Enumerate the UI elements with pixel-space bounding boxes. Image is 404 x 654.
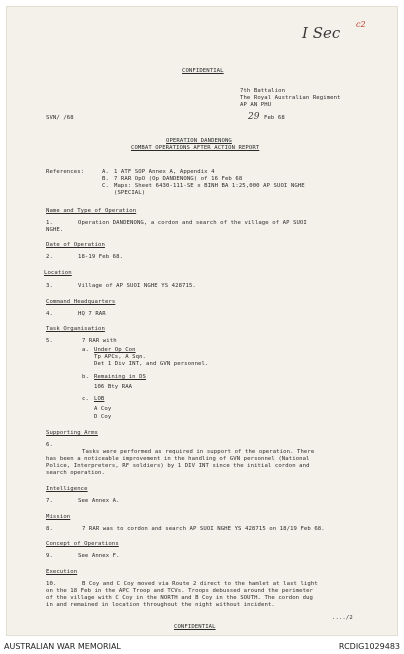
paragraph-number: 2. [46,254,53,260]
subparagraph-text: 106 Bty RAA [94,384,133,390]
paragraph-number: 7. [46,498,53,504]
paragraph-line: on the 18 Feb in the APC Troop and TCVs. Troops debussed around the perimeter [46,588,314,594]
reference-item: 1 ATF SOP Annex A, Appendix 4 [114,169,215,175]
handwritten-corner-note: c2 [356,20,366,29]
paragraph-number: 1. [46,220,53,226]
section-heading: Supporting Arms [46,430,99,436]
report-subtitle: COMBAT OPERATIONS AFTER ACTION REPORT [131,145,260,151]
unit-line-3: AP AN PHU [240,102,272,108]
classification-top: CONFIDENTIAL [182,68,224,74]
report-date: Feb 68 [264,115,285,121]
paragraph-text: Village of AP SUOI NGHE YS 428715. [78,283,196,289]
paragraph-text: 7 RAR with [82,338,117,344]
archive-record-id: RCDIG1029483 [338,642,400,651]
paragraph-text: 7 RAR was to cordon and search AP SUOI NGHE YS 428715 on 18/19 Feb 68. [82,526,325,532]
report-title: OPERATION DANDENONG [166,138,232,144]
document-page [6,6,398,636]
section-heading: Concept of Operations [46,541,119,547]
section-heading: Date of Operation [46,242,105,248]
references-label: References: [46,169,85,175]
subparagraph-text: D Coy [94,414,112,420]
paragraph-line: B Coy and C Coy moved via Route 2 direct to the hamlet at last light [82,581,318,587]
paragraph-number: 3. [46,283,53,289]
reference-marker: C. [102,183,109,189]
unit-line-2: The Royal Australian Regiment [240,95,341,101]
paragraph-number: 9. [46,553,53,559]
reference-item: 7 RAR OpO (Op DANDENONG) of 16 Feb 68 [114,176,243,182]
paragraph-line: has been a noticeable improvement in the handling of GVN personnel (National [46,456,310,462]
subparagraph-marker: c. [82,396,89,402]
paragraph-line: Police, Interpreters, RF soldiers) by 1 DIV INT since the initial cordon and [46,463,310,469]
file-reference: SVN/ /68 [46,115,74,121]
paragraph-line: in and remained in location throughout the night without incident. [46,602,275,608]
paragraph-number: 5. [46,338,53,344]
section-heading: Name and Type of Operation [46,208,137,214]
handwritten-section-note: I Sec [302,24,341,42]
paragraph-text: HQ 7 RAR [78,311,106,317]
archive-footer [0,638,404,654]
reference-marker: B. [102,176,109,182]
subparagraph-text: A Coy [94,406,112,412]
subsection-heading: Under Op Con [94,347,136,353]
section-heading: Command Headquarters [46,299,116,305]
section-heading: Intelligence [46,486,88,492]
paragraph-line: of the village with C Coy in the NORTH and B Coy in the SOUTH. The cordon dug [46,595,314,601]
unit-line-1: 7th Battalion [240,88,286,94]
reference-marker: A. [102,169,109,175]
paragraph-text: See Annex F. [78,553,120,559]
subparagraph-marker: a. [82,347,89,353]
handwritten-date: 29 [248,112,260,122]
reference-item: (SPECIAL) [114,190,146,196]
subparagraph-text: Det 1 Div INT, and GVN personnel. [94,361,209,367]
subparagraph-text: Tp APCs, A Sqn. [94,354,147,360]
subparagraph-marker: b. [82,374,89,380]
paragraph-line: Tasks were performed as required in support of the operation. There [82,449,315,455]
paragraph-text: Operation DANDENONG, a cordon and search of the village of AP SUOI [78,220,307,226]
subsection-heading: Remaining in DS [94,374,147,380]
paragraph-number: 4. [46,311,53,317]
continuation-marker: ..../2 [332,615,353,621]
paragraph-line: search operation. [46,470,105,476]
subsection-heading: LOB [94,396,105,402]
paragraph-number: 8. [46,526,53,532]
section-heading: Task Organisation [46,326,105,332]
paragraph-number: 6. [46,442,53,448]
classification-bottom: CONFIDENTIAL [174,624,216,630]
paragraph-text: See Annex A. [78,498,120,504]
section-heading: Execution [46,569,78,575]
paragraph-text: 18-19 Feb 68. [78,254,124,260]
archive-name: AUSTRALIAN WAR MEMORIAL [4,642,121,651]
section-heading: Mission [46,514,71,520]
reference-item: Maps: Sheet 6430-111-SE x BINH BA 1:25,000 AP SUOI NGHE [114,183,305,189]
paragraph-number: 10. [46,581,57,587]
paragraph-text: NGHE. [46,227,64,233]
section-heading: Location [44,270,72,276]
